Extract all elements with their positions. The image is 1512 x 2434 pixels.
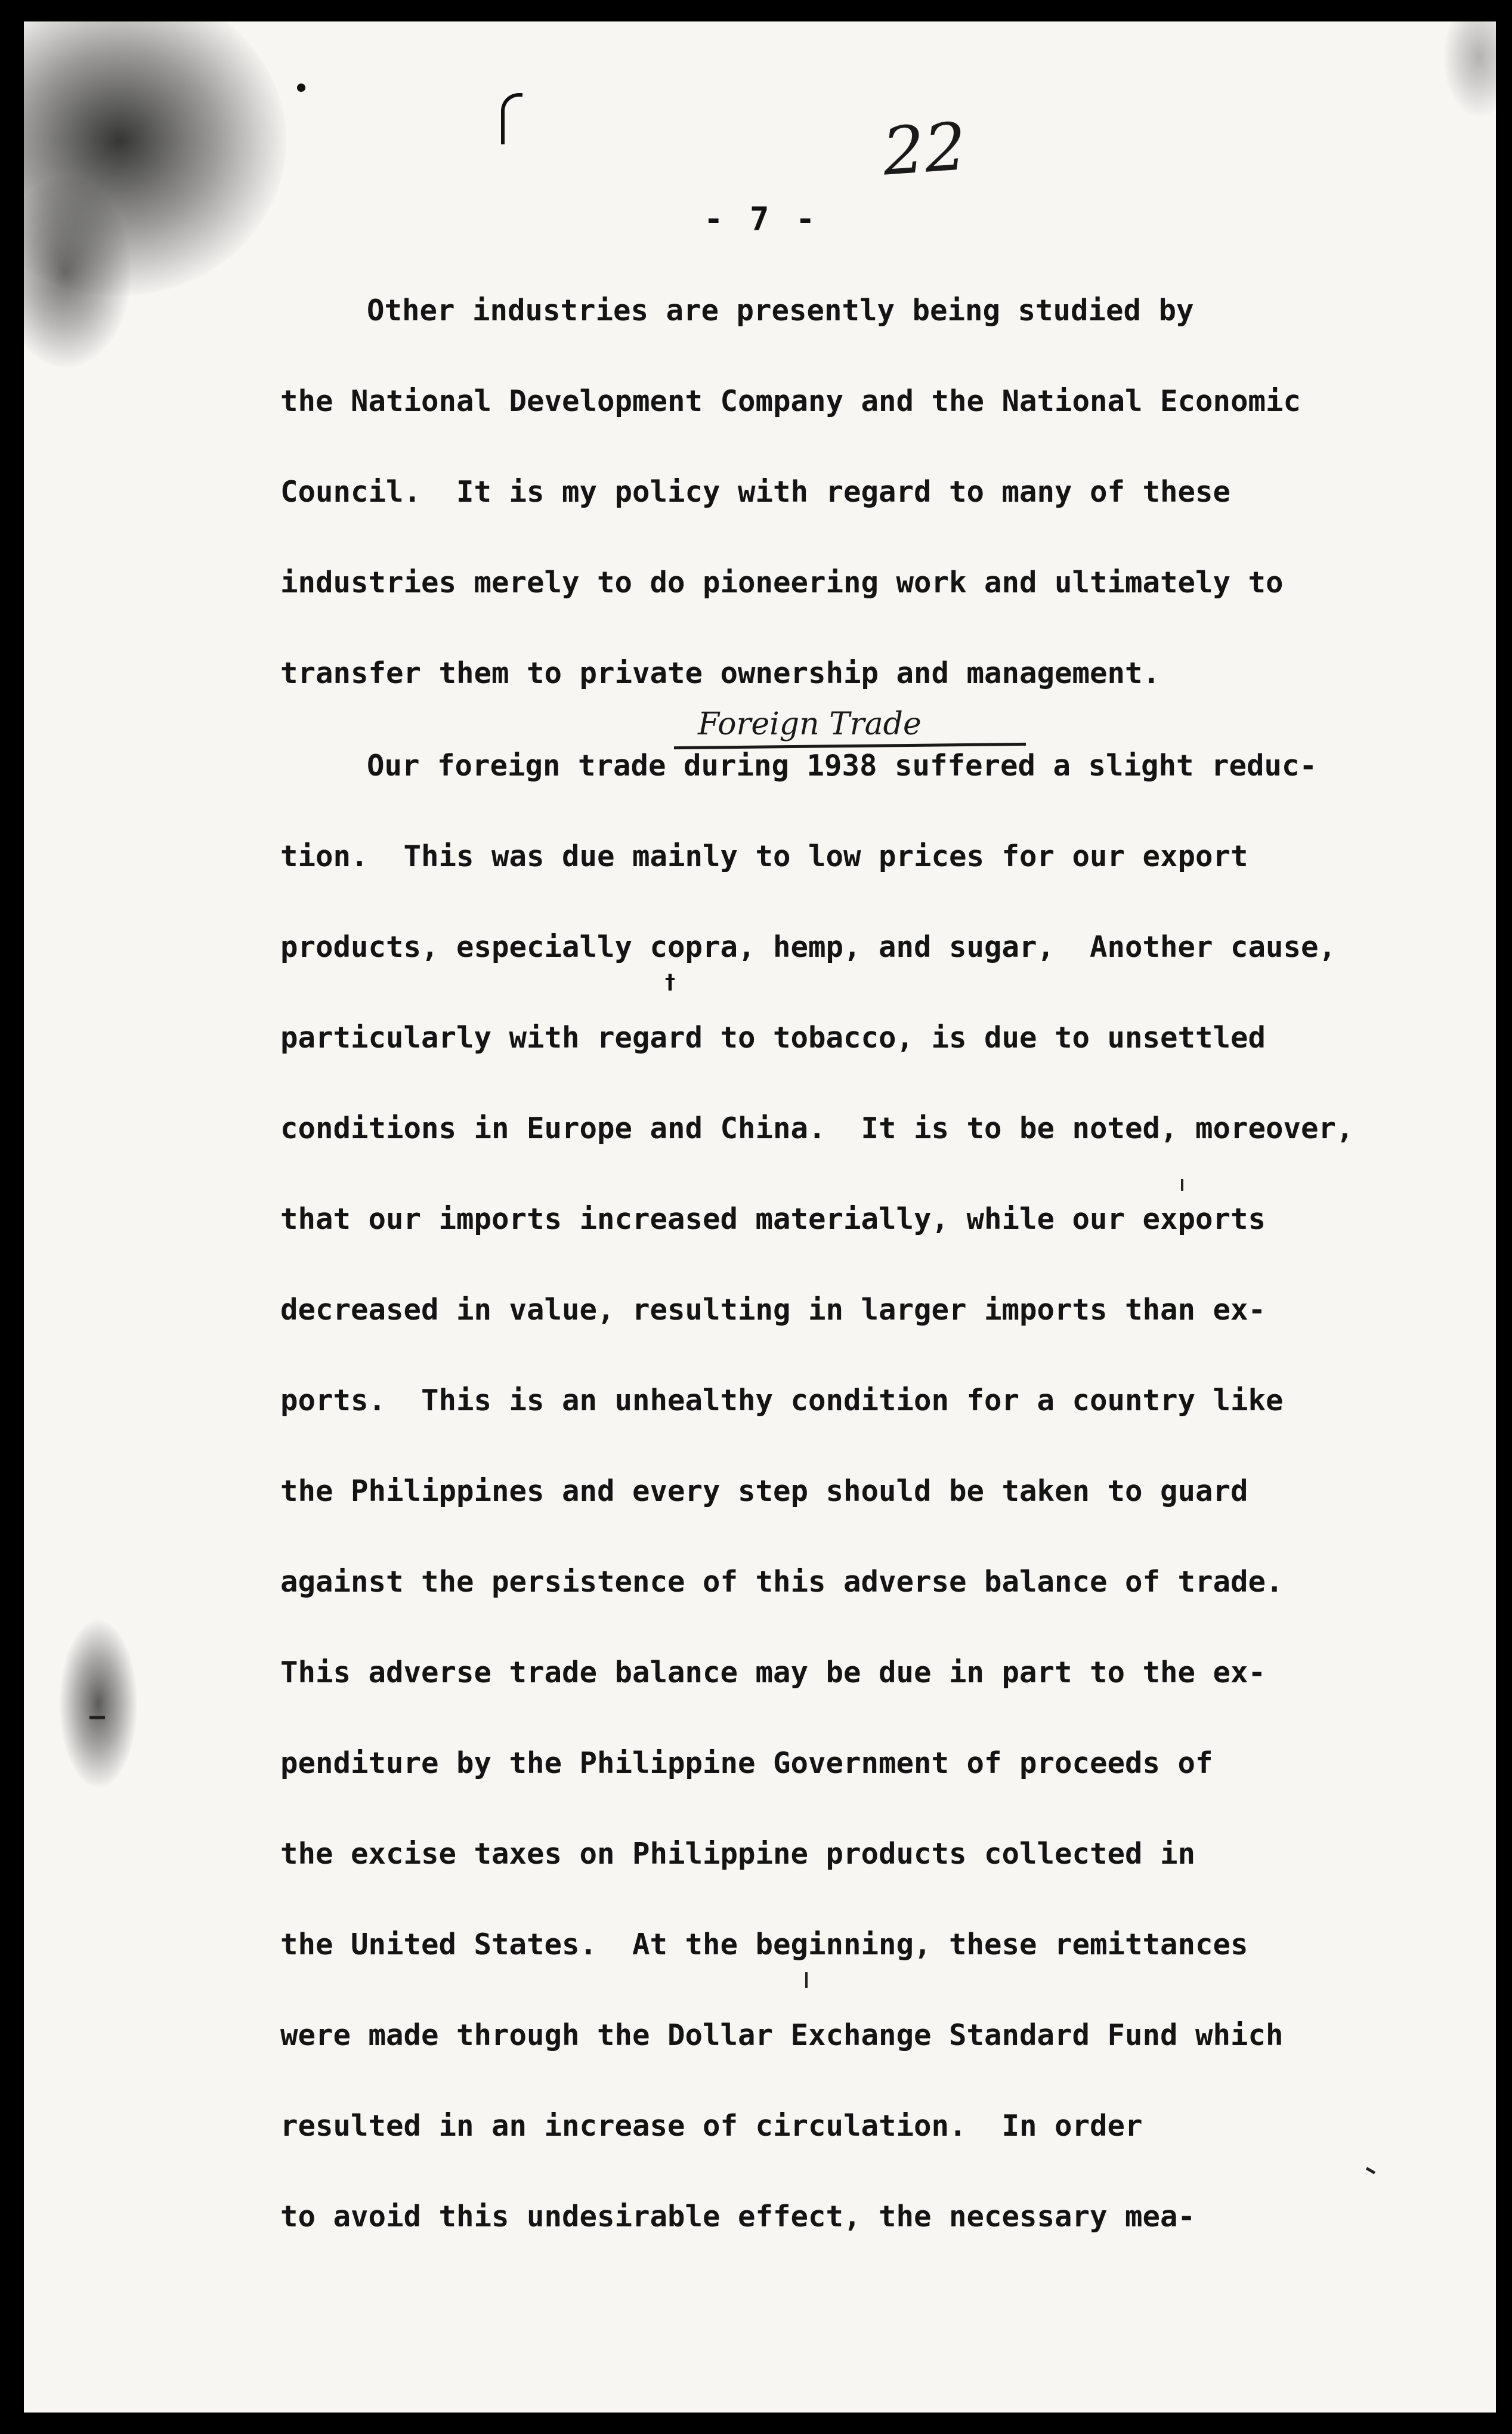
text-line: decreased in value, resulting in larger imports than ex- [280, 1293, 1266, 1327]
ink-speck [1366, 2167, 1375, 2174]
text-line: the United States. At the beginning, these remittances [280, 1928, 1248, 1962]
scan-smudge [60, 1620, 137, 1787]
text-line: to avoid this undesirable effect, the necessary mea- [280, 2200, 1196, 2234]
scan-smudge [1443, 21, 1496, 117]
text-line: This adverse trade balance may be due in part to the ex- [280, 1655, 1266, 1689]
handwritten-mark [501, 93, 522, 144]
text-line: were made through the Dollar Exchange Standard Fund which [280, 2018, 1284, 2052]
page-number: - 7 - [704, 200, 819, 238]
ink-speck [805, 1972, 808, 1988]
handwritten-heading-insert: Foreign Trade [698, 706, 922, 742]
text-line: ports. This is an unhealthy condition for a country like [280, 1383, 1284, 1417]
text-line: Council. It is my policy with regard to many of these [280, 475, 1231, 509]
text-line: penditure by the Philippine Government of proceeds of [280, 1746, 1213, 1780]
ink-dot [297, 84, 305, 92]
text-line: industries merely to do pioneering work and ultimately to [280, 566, 1284, 600]
text-line: the Philippines and every step should be taken to guard [280, 1474, 1248, 1508]
text-line: Other industries are presently being studied by [367, 294, 1194, 328]
text-line: transfer them to private ownership and management. [280, 656, 1161, 690]
text-line: products, especially copra, hemp, and sugar, Another cause, [280, 930, 1337, 964]
text-line: the excise taxes on Philippine products collected in [280, 1837, 1196, 1871]
ink-speck [89, 1716, 105, 1719]
text-line: conditions in Europe and China. It is to be noted, moreover, [280, 1111, 1354, 1145]
text-line: tion. This was due mainly to low prices for our export [280, 839, 1248, 873]
document-page [24, 21, 1496, 2413]
text-line: Our foreign trade during 1938 suffered a slight reduc- [367, 749, 1318, 783]
text-line: resulted in an increase of circulation. In order [280, 2109, 1143, 2143]
text-line: that our imports increased materially, while our exports [280, 1202, 1266, 1236]
text-line: particularly with regard to tobacco, is due to unsettled [280, 1021, 1266, 1055]
text-line: against the persistence of this adverse balance of trade. [280, 1565, 1284, 1599]
handwritten-page-number: 22 [880, 108, 969, 190]
ink-speck [1181, 1179, 1183, 1191]
insertion-caret: † [665, 970, 675, 994]
text-line: the National Development Company and the National Economic [280, 384, 1301, 418]
